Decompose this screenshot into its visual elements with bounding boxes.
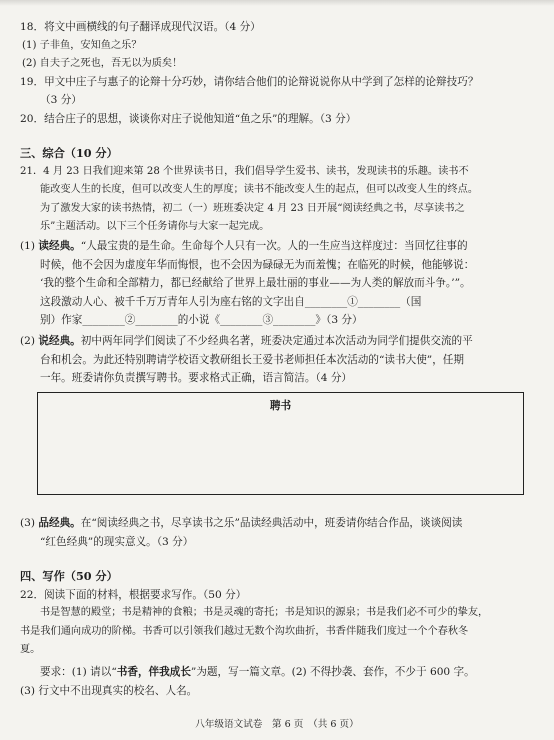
- question-21-line-4: 乐”主题活动。以下三个任务请你与大家一起完成。: [40, 221, 270, 232]
- part-3-text-1: 在“阅读经典之书，尽享读书之乐”品读经典活动中，班委请你结合作品，谈谈阅读: [80, 517, 463, 529]
- part-1-line-3: ‘我的整个生命和全部精力，都已经献给了世界上最壮丽的事业——为人类的解放而斗争。’”。: [40, 277, 471, 289]
- appointment-letter-answer-box[interactable]: [37, 392, 524, 495]
- question-22-material-2: 书是我们通向成功的阶梯。书香可以引领我们越过无数个沟坎曲折，书香伴随我们度过一个个春秋冬: [20, 626, 469, 637]
- question-18-sentence-2: (2) 自夫子之死也，吾无以为质矣！: [22, 58, 183, 69]
- part-1-line-2: 时候，他不会因为虚度年华而悔恨，也不会因为碌碌无为而羞愧；在临死的时候，他能够说：: [40, 259, 475, 271]
- part-3-label: 品经典。: [38, 517, 81, 529]
- question-22-stem: 22．阅读下面的材料，根据要求写作。（50 分）: [20, 589, 247, 601]
- part-3-line-1: [20, 516, 462, 530]
- part-2-line-3: 一年。班委请你负责撰写聘书。要求格式正确，语言简洁。（4 分）: [40, 372, 353, 384]
- part-1-line-5: 别）作家________②________的小说《________③________》（3 分）: [40, 314, 363, 326]
- part-3-line-2: “红色经典”的现实意义。（3 分）: [40, 536, 194, 548]
- part-1-label: 读经典。: [38, 240, 81, 252]
- question-21-line-3: 为了激发大家的读书热情，初二（一）班班委决定 4 月 23 日开展“阅读经典之书，尽享读书之: [40, 203, 465, 214]
- part-2-line-1: [20, 334, 473, 348]
- requirement-suffix: ”为题，写一篇文章。(2) 不得抄袭、套作，不少于 600 字。: [190, 666, 475, 678]
- part-2-line-2: 台和机会。为此还特别聘请学校语文教研组长王爱书老师担任本次活动的“读书大使”，任期: [40, 354, 464, 366]
- part-2-label: 说经典。: [38, 335, 81, 347]
- appointment-letter-title: 聘书: [269, 400, 292, 412]
- section-4-heading: 四、写作（50 分）: [20, 569, 118, 583]
- part-3-number: (3): [20, 517, 36, 529]
- essay-title: 书香，伴我成长: [116, 666, 191, 678]
- requirement-prefix: 要求：(1) 请以“: [40, 666, 117, 678]
- question-22-requirements: [40, 665, 475, 679]
- part-2-text-1: 初中两年同学们阅读了不少经典名著，班委决定通过本次活动为同学们提供交流的平: [80, 335, 473, 347]
- question-20: 20．结合庄子的思想，谈谈你对庄子说他知道“鱼之乐”的理解。（3 分）: [20, 113, 357, 125]
- question-21-line-2: 能改变人生的长度，但可以改变人生的厚度；读书不能改变人生的起点，但可以改变人生的终点。: [40, 184, 479, 195]
- part-1-line-1: [20, 239, 468, 253]
- question-21-line-1: 21．4 月 23 日我们迎来第 28 个世界读书日，我们倡导学生爱书、读书，发现读书的乐趣。读书不: [20, 166, 469, 177]
- part-1-line-4: 这段激动人心、被千千万万青年人引为座右铭的文字出自________①________（国: [40, 296, 422, 308]
- question-18-stem: 18．将文中画横线的句子翻译成现代汉语。（4 分）: [20, 21, 261, 33]
- part-1-number: (1): [20, 240, 36, 252]
- question-19-line-2: （3 分）: [40, 94, 82, 106]
- part-2-number: (2): [20, 335, 36, 347]
- question-19-line-1: 19．甲文中庄子与惠子的论辩十分巧妙，请你结合他们的论辩说说你从中学到了怎样的论辩技巧？: [20, 76, 479, 88]
- question-22-material-3: 夏。: [20, 644, 41, 655]
- question-22-requirement-3: (3) 行文中不出现真实的校名、人名。: [20, 685, 198, 697]
- question-22-material-1: 书是智慧的殿堂；书是精神的食粮；书是灵魂的寄托；书是知识的源泉；书是我们必不可少的挚友，: [40, 607, 489, 618]
- part-1-text-1: “人最宝贵的是生命。生命每个人只有一次。人的一生应当这样度过：当回忆往事的: [80, 240, 468, 252]
- question-18-sentence-1: (1) 子非鱼，安知鱼之乐？: [22, 40, 142, 51]
- scan-edge-shadow: [0, 0, 554, 6]
- page-footer: 八年级语文试卷 第 6 页 （共 6 页）: [195, 719, 359, 730]
- section-3-heading: 三、综合（10 分）: [20, 146, 118, 160]
